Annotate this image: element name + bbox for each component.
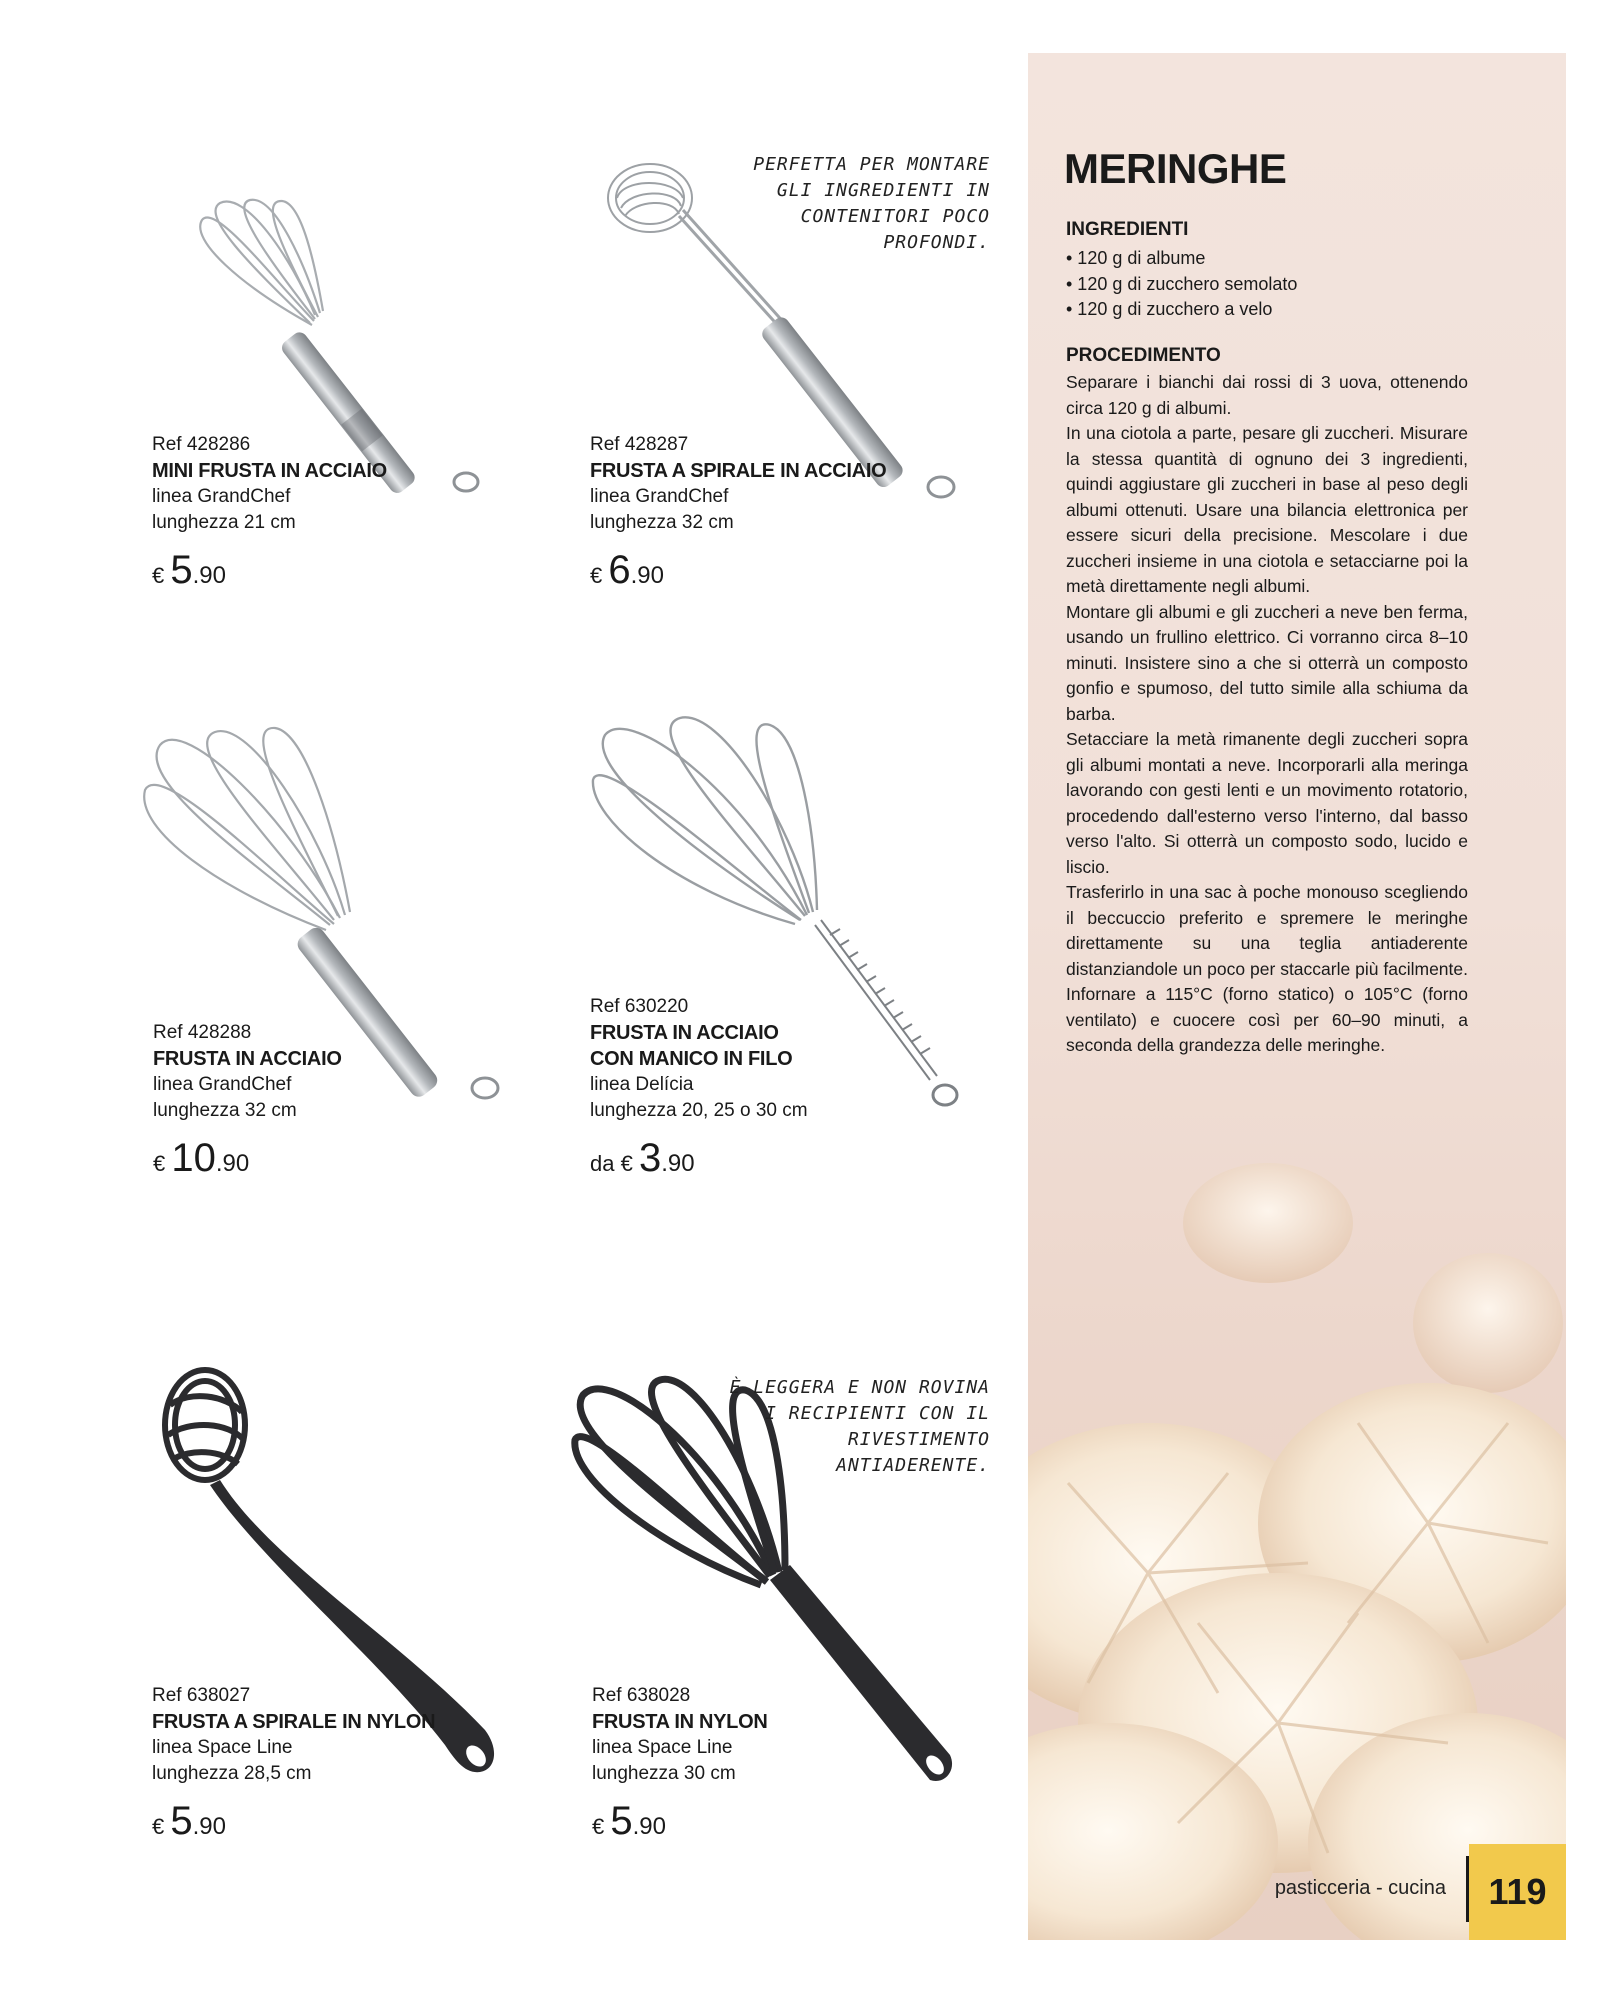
- price-integer: 5: [170, 1799, 193, 1843]
- price-decimal: .90: [661, 1150, 695, 1177]
- recipe-panel: [1028, 53, 1566, 1940]
- procedure-paragraph: Trasferirlo in una sac à poche monouso scegliendo il beccuccio preferito e spremere le meringhe direttamente su una teglia antiaderente distanziandole un poco per staccarle più facilmente. Infornare a 115°C (forno statico) o 105°C (forno ventilato) e cuocere così per 60–90 minuti, a seconda della grandezza delle meringhe.: [1066, 882, 1468, 1055]
- product-638028: [592, 1683, 768, 1841]
- product-line: linea Delícia: [590, 1074, 694, 1095]
- price-decimal: .90: [630, 562, 664, 589]
- ingredients-heading: INGREDIENTI: [1066, 219, 1189, 240]
- price-integer: 10: [171, 1136, 216, 1180]
- spiral-whisk-note: [690, 152, 990, 256]
- procedure-heading: PROCEDIMENTO: [1066, 345, 1221, 366]
- product-length: lunghezza 32 cm: [590, 512, 734, 533]
- note-line: RIVESTIMENTO: [847, 1429, 990, 1450]
- product-price: [152, 1801, 435, 1841]
- product-ref: Ref 638027: [152, 1685, 251, 1706]
- note-line: È LEGGERA E NON ROVINA: [729, 1377, 990, 1398]
- product-length: lunghezza 20, 25 o 30 cm: [590, 1100, 808, 1121]
- product-ref: Ref 638028: [592, 1685, 691, 1706]
- ingredient-item: • 120 g di zucchero a velo: [1066, 299, 1273, 319]
- product-name-line2: CON MANICO IN FILO: [590, 1048, 793, 1070]
- price-integer: 6: [608, 548, 631, 592]
- price-prefix: €: [592, 1814, 605, 1839]
- procedure-paragraph: Montare gli albumi e gli zuccheri a neve ben ferma, usando un frullino elettrico. Ci vorranno circa 8–10 minuti. Insistere sino a che si otterrà un composto gonfio e spumoso, del tutto simile alla schiuma da barba.: [1066, 601, 1468, 724]
- product-price: [590, 550, 886, 590]
- product-price: [153, 1138, 342, 1178]
- product-name: FRUSTA A SPIRALE IN ACCIAIO: [590, 460, 887, 482]
- product-ref: Ref 428287: [590, 434, 689, 455]
- product-ref: Ref 630220: [590, 996, 689, 1017]
- price-decimal: .90: [215, 1150, 250, 1177]
- product-length: lunghezza 28,5 cm: [152, 1763, 312, 1784]
- product-line: linea Space Line: [152, 1737, 293, 1758]
- product-line: linea GrandChef: [590, 486, 729, 507]
- ingredient-item: • 120 g di albume: [1066, 248, 1206, 268]
- product-name: MINI FRUSTA IN ACCIAIO: [152, 460, 387, 482]
- ingredients-list: [1066, 246, 1297, 323]
- recipe-title: MERINGHE: [1064, 145, 1287, 192]
- price-integer: 3: [638, 1136, 662, 1180]
- price-decimal: .90: [632, 1813, 666, 1840]
- note-line: GLI INGREDIENTI IN: [776, 180, 990, 201]
- page-number: 119: [1469, 1844, 1566, 1940]
- product-price: [152, 550, 387, 590]
- price-decimal: .90: [192, 1813, 226, 1840]
- product-line: linea GrandChef: [152, 486, 291, 507]
- price-prefix: €: [590, 563, 603, 588]
- product-428287: [590, 432, 886, 590]
- note-line: PROFONDI.: [883, 232, 990, 253]
- note-line: I RECIPIENTI CON IL: [765, 1403, 990, 1424]
- product-length: lunghezza 32 cm: [153, 1100, 297, 1121]
- procedure-text: [1066, 370, 1468, 1059]
- note-line: CONTENITORI POCO: [800, 206, 990, 227]
- product-length: lunghezza 21 cm: [152, 512, 296, 533]
- price-prefix: da €: [590, 1151, 633, 1176]
- note-line: PERFETTA PER MONTARE: [753, 154, 990, 175]
- product-line: linea GrandChef: [153, 1074, 292, 1095]
- product-428288: [153, 1020, 342, 1178]
- product-630220: [590, 994, 808, 1178]
- procedure-paragraph: In una ciotola a parte, pesare gli zuccheri. Misurare la stessa quantità di ognuno dei 3 ingredienti, quindi aggiustare gli zuccheri in base al peso degli albumi ottenuti. Usare una bilancia elettronica per essere sicuri della precisione. Mescolare i due zuccheri insieme in una ciotola e setacciarne poi la metà direttamente negli albumi.: [1066, 423, 1468, 596]
- price-prefix: €: [153, 1151, 166, 1176]
- product-428286: [152, 432, 387, 590]
- procedure-paragraph: Separare i bianchi dai rossi di 3 uova, ottenendo circa 120 g di albumi.: [1066, 372, 1468, 418]
- product-name: FRUSTA IN NYLON: [592, 1711, 768, 1733]
- product-name: FRUSTA A SPIRALE IN NYLON: [152, 1711, 436, 1733]
- price-prefix: €: [152, 1814, 165, 1839]
- product-length: lunghezza 30 cm: [592, 1763, 736, 1784]
- ingredient-item: • 120 g di zucchero semolato: [1066, 273, 1298, 294]
- product-ref: Ref 428288: [153, 1022, 252, 1043]
- product-638027: [152, 1683, 435, 1841]
- product-line: linea Space Line: [592, 1737, 733, 1758]
- price-integer: 5: [170, 548, 193, 592]
- price-integer: 5: [610, 1799, 633, 1843]
- price-decimal: .90: [192, 562, 226, 589]
- product-ref: Ref 428286: [152, 434, 251, 455]
- page-category: pasticceria - cucina: [1274, 1877, 1446, 1899]
- product-price: [590, 1138, 808, 1178]
- note-line: ANTIADERENTE.: [836, 1455, 990, 1476]
- nylon-whisk-note: [670, 1375, 990, 1479]
- meringue-photo: [1028, 1103, 1566, 1940]
- price-prefix: €: [152, 563, 165, 588]
- product-price: [592, 1801, 768, 1841]
- procedure-paragraph: Setacciare la metà rimanente degli zuccheri sopra gli albumi montati a neve. Incorporarli alla meringa lavorando con gesti lenti e un movimento rotatorio, procedendo dall'esterno verso l'interno, dal basso verso l'alto. Si otterrà un composto sodo, lucido e liscio.: [1066, 729, 1468, 877]
- product-name: FRUSTA IN ACCIAIO: [590, 1022, 779, 1044]
- product-name: FRUSTA IN ACCIAIO: [153, 1048, 342, 1070]
